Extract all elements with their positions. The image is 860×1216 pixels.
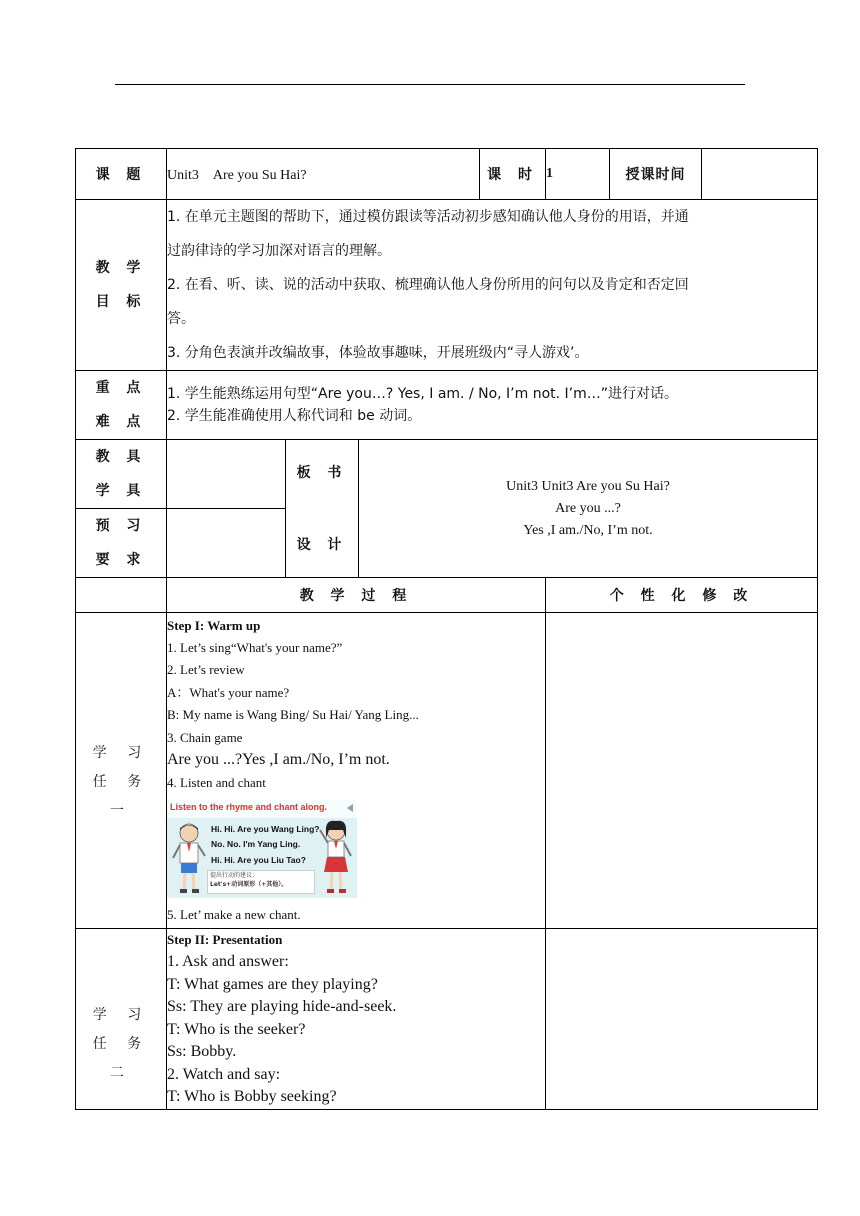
- course-title-label: 课 题: [76, 149, 167, 200]
- chant-line: Hi. Hi. Are you Wang Ling?: [211, 824, 320, 834]
- process-header: 教 学 过 程: [167, 578, 546, 613]
- task1-content: [167, 613, 546, 929]
- task1-line: 5. Let’ make a new chant.: [167, 907, 301, 922]
- task2-label-line3: 二: [110, 1065, 132, 1082]
- board-line: Yes ,I am./No, I’m not.: [523, 522, 653, 538]
- goal-line: 答。: [167, 311, 195, 327]
- goal-line: 过韵律诗的学习加深对语言的理解。: [167, 243, 391, 259]
- speaker-icon: [347, 804, 353, 812]
- task2-line: T: Who is the seeker?: [167, 1020, 306, 1038]
- goal-line: 3. 分角色表演并改编故事，体验故事趣味，开展班级内“寻人游戏’。: [167, 345, 589, 361]
- process-header-blank: [76, 578, 167, 613]
- task2-label-line1: 学 习: [92, 1007, 150, 1024]
- task1-label-line1: 学 习: [92, 745, 150, 761]
- chant-line: No. No. I'm Yang Ling.: [211, 839, 301, 849]
- goals-label: [76, 200, 167, 371]
- difficulty-line: 2. 学生能准确使用人称代词和 be 动词。: [167, 408, 422, 424]
- preview-label: [76, 509, 167, 578]
- task2-line: T: What games are they playing?: [167, 975, 378, 993]
- time-label: 授课时间: [610, 149, 702, 200]
- task1-heading: Step I: Warm up: [167, 617, 261, 633]
- task1-row: [76, 613, 818, 929]
- chant-banner: [167, 800, 357, 818]
- difficulties-label-line1: 重 点: [95, 380, 147, 396]
- goals-content: [167, 200, 818, 371]
- preview-label-line2: 要 求: [95, 552, 147, 568]
- chant-picture: [167, 800, 357, 898]
- task2-row: [76, 929, 818, 1110]
- goal-line: 1. 在单元主题图的帮助下，通过模仿跟读等活动初步感知确认他人身份的用语，并通: [167, 209, 689, 225]
- task2-line: Ss: Bobby.: [167, 1043, 237, 1060]
- header-rule: [115, 84, 745, 85]
- task2-line: 2. Watch and say:: [167, 1065, 281, 1083]
- task1-line: 3. Chain game: [167, 729, 243, 745]
- task2-modify-cell: [546, 929, 818, 1110]
- task1-line: B: My name is Wang Bing/ Su Hai/ Yang Ling...: [167, 707, 419, 722]
- task1-label-line3: 一: [110, 803, 132, 819]
- tools-row: [76, 440, 818, 509]
- task1-chain-sentence: Are you ...?Yes ,I am./No, I’m not.: [167, 751, 390, 768]
- task2-label-line2: 任 务: [92, 1036, 150, 1053]
- chant-line: Hi. Hi. Are you Liu Tao?: [211, 855, 306, 865]
- task1-line: 4. Listen and chant: [167, 774, 266, 790]
- chant-banner-text: Listen to the rhyme and chant along.: [170, 802, 328, 812]
- period-label: 课 时: [480, 149, 546, 200]
- task1-line: 2. Let’s review: [167, 662, 245, 677]
- task1-modify-cell: [546, 613, 818, 929]
- difficulties-content: [167, 371, 818, 440]
- chant-note: [207, 870, 315, 894]
- task1-label: [76, 613, 167, 929]
- task2-label: [76, 929, 167, 1110]
- tools-label-line1: 教 具: [95, 449, 147, 465]
- girl-illustration: [317, 820, 355, 896]
- goals-label-line1: 教 学: [95, 260, 147, 276]
- task2-line: Ss: They are playing hide-and-seek.: [167, 998, 397, 1015]
- task1-line: 1. Let’s sing“What's your name?”: [167, 639, 343, 655]
- difficulty-line: 1. 学生能熟练运用句型“Are you…? Yes, I am. / No, I’m not. I’m…”进行对话。: [167, 386, 679, 402]
- process-header-row: [76, 578, 818, 613]
- tools-value: [167, 440, 286, 509]
- difficulties-label-line2: 难 点: [95, 414, 147, 430]
- task2-line: T: Who is Bobby seeking?: [167, 1088, 337, 1105]
- task2-heading: Step II: Presentation: [167, 932, 283, 947]
- goal-line: 2. 在看、听、读、说的活动中获取、梳理确认他人身份所用的问句以及肯定和否定回: [167, 277, 689, 293]
- lesson-plan-table: [75, 148, 818, 1110]
- tools-label: [76, 440, 167, 509]
- preview-label-line1: 预 习: [95, 518, 147, 534]
- board-label: [286, 440, 359, 578]
- time-value: [702, 149, 818, 200]
- board-label-line2: 设 计: [296, 536, 348, 553]
- period-value: 1: [546, 149, 610, 200]
- board-label-line1: 板 书: [296, 464, 348, 481]
- difficulties-row: [76, 371, 818, 440]
- chant-note-line: Let's+动词原形（+其他）。: [210, 881, 288, 888]
- preview-value: [167, 509, 286, 578]
- board-line: Are you ...?: [555, 500, 621, 516]
- task2-content: [167, 929, 546, 1110]
- course-title: Unit3 Are you Su Hai?: [167, 149, 480, 200]
- boy-illustration: [171, 822, 207, 896]
- goals-row: [76, 200, 818, 371]
- chant-note-line: 提出行动的建议：: [210, 872, 259, 879]
- task1-label-line2: 任 务: [92, 774, 150, 790]
- difficulties-label: [76, 371, 167, 440]
- task1-line: A：What's your name?: [167, 684, 290, 700]
- tools-label-line2: 学 具: [95, 483, 147, 499]
- modify-header: 个 性 化 修 改: [546, 578, 818, 613]
- goals-label-line2: 目 标: [95, 294, 147, 310]
- task2-line: 1. Ask and answer:: [167, 953, 289, 970]
- board-content: [359, 440, 818, 578]
- title-row: [76, 149, 818, 200]
- board-line: Unit3 Unit3 Are you Su Hai?: [506, 478, 670, 494]
